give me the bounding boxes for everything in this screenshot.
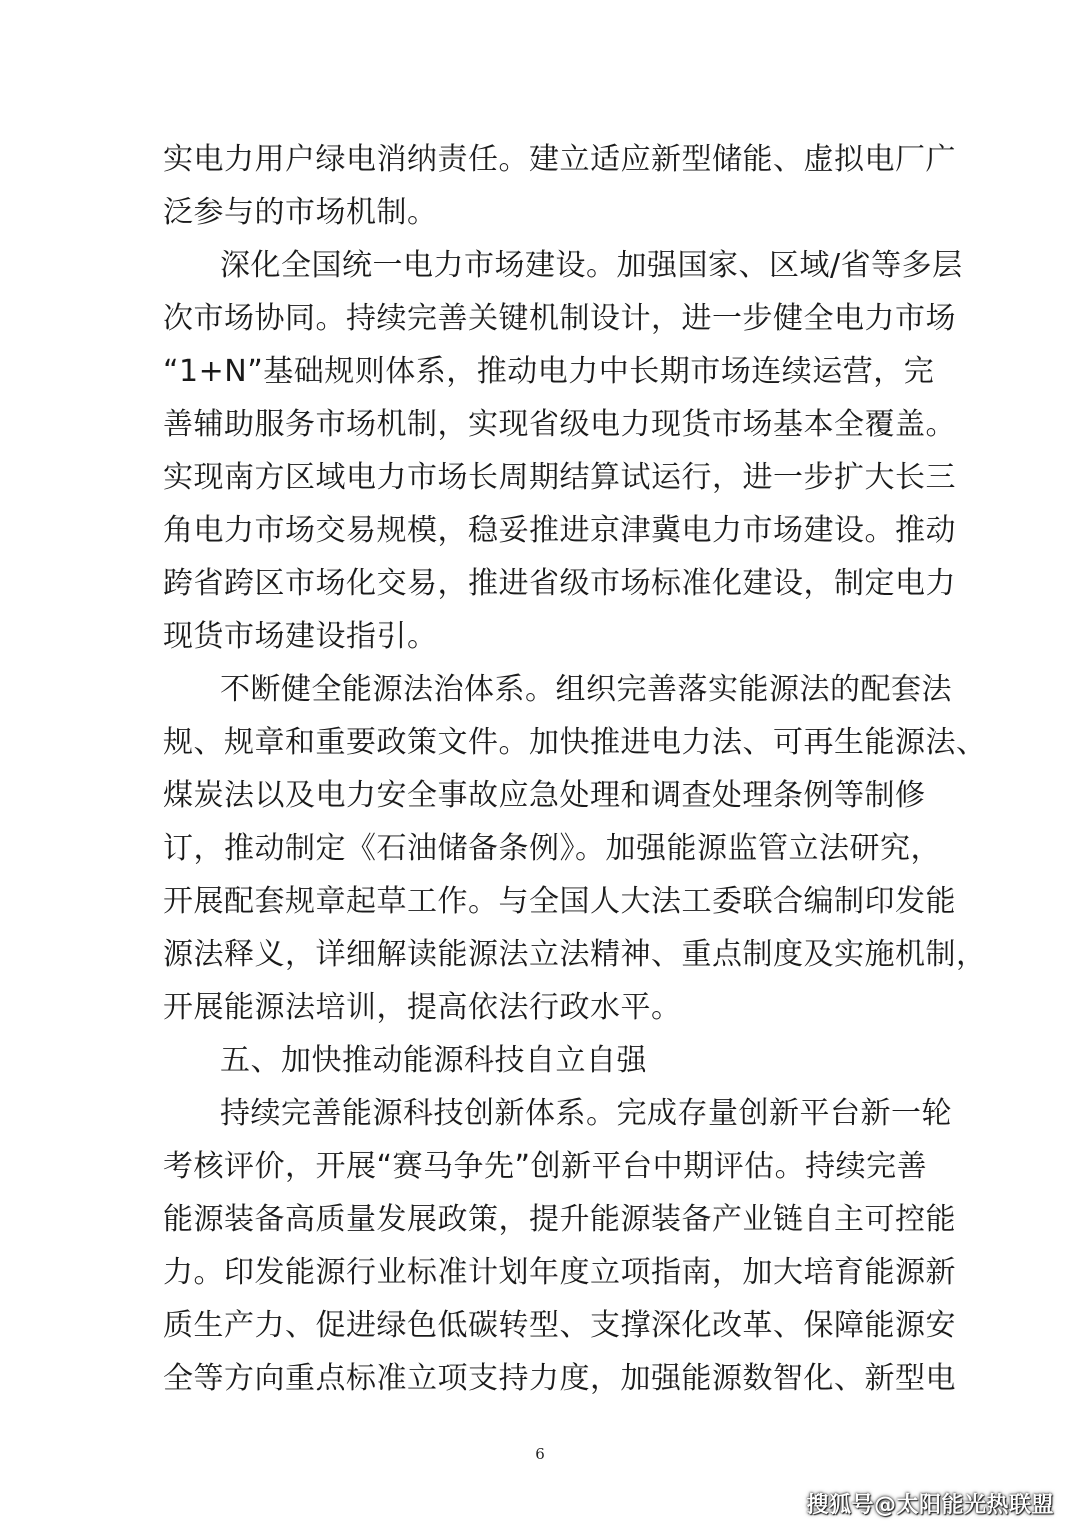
body-text-line: 源法释义，详细解读能源法立法精神、重点制度及实施机制， [163, 937, 987, 972]
body-text-line: 全等方向重点标准立项支持力度，加强能源数智化、新型电 [163, 1361, 956, 1396]
body-text-line: 煤炭法以及电力安全事故应急处理和调查处理条例等制修 [163, 778, 926, 813]
body-text-line: 订，推动制定《石油储备条例》。加强能源监管立法研究， [163, 831, 941, 866]
body-text-line: 开展能源法培训，提高依法行政水平。 [163, 990, 682, 1025]
body-text-line: 考核评价，开展“赛马争先”创新平台中期评估。持续完善 [163, 1149, 928, 1184]
body-text-line: 规、规章和重要政策文件。加快推进电力法、可再生能源法、 [163, 725, 987, 760]
body-text-line: 质生产力、促进绿色低碳转型、支撑深化改革、保障能源安 [163, 1308, 956, 1343]
paragraph-first-line: 持续完善能源科技创新体系。完成存量创新平台新一轮 [220, 1096, 952, 1131]
body-text-line: 实现南方区域电力市场长周期结算试运行，进一步扩大长三 [163, 460, 956, 495]
body-text-line: 能源装备高质量发展政策，提升能源装备产业链自主可控能 [163, 1202, 956, 1237]
body-text-line: 现货市场建设指引。 [163, 619, 438, 654]
page-number: 6 [535, 1445, 545, 1463]
watermark: 搜狐号@太阳能光热联盟 [806, 1493, 1054, 1518]
body-text-line: 跨省跨区市场化交易，推进省级市场标准化建设，制定电力 [163, 566, 956, 601]
body-text-line: 次市场协同。持续完善关键机制设计，进一步健全电力市场 [163, 301, 956, 336]
body-text-line: “1+N”基础规则体系，推动电力中长期市场连续运营，完 [163, 354, 935, 389]
body-text-line: 开展配套规章起草工作。与全国人大法工委联合编制印发能 [163, 884, 956, 919]
paragraph-first-line: 不断健全能源法治体系。组织完善落实能源法的配套法 [220, 672, 952, 707]
body-text-line: 角电力市场交易规模，稳妥推进京津冀电力市场建设。推动 [163, 513, 956, 548]
body-text-line: 力。印发能源行业标准计划年度立项指南，加大培育能源新 [163, 1255, 956, 1290]
body-text-line: 善辅助服务市场机制，实现省级电力现货市场基本全覆盖。 [163, 407, 956, 442]
paragraph-first-line: 深化全国统一电力市场建设。加强国家、区域/省等多层 [220, 248, 963, 283]
body-text-line: 泛参与的市场机制。 [163, 195, 438, 230]
body-text-line: 实电力用户绿电消纳责任。建立适应新型储能、虚拟电厂广 [163, 142, 956, 177]
section-heading: 五、加快推动能源科技自立自强 [220, 1043, 647, 1078]
